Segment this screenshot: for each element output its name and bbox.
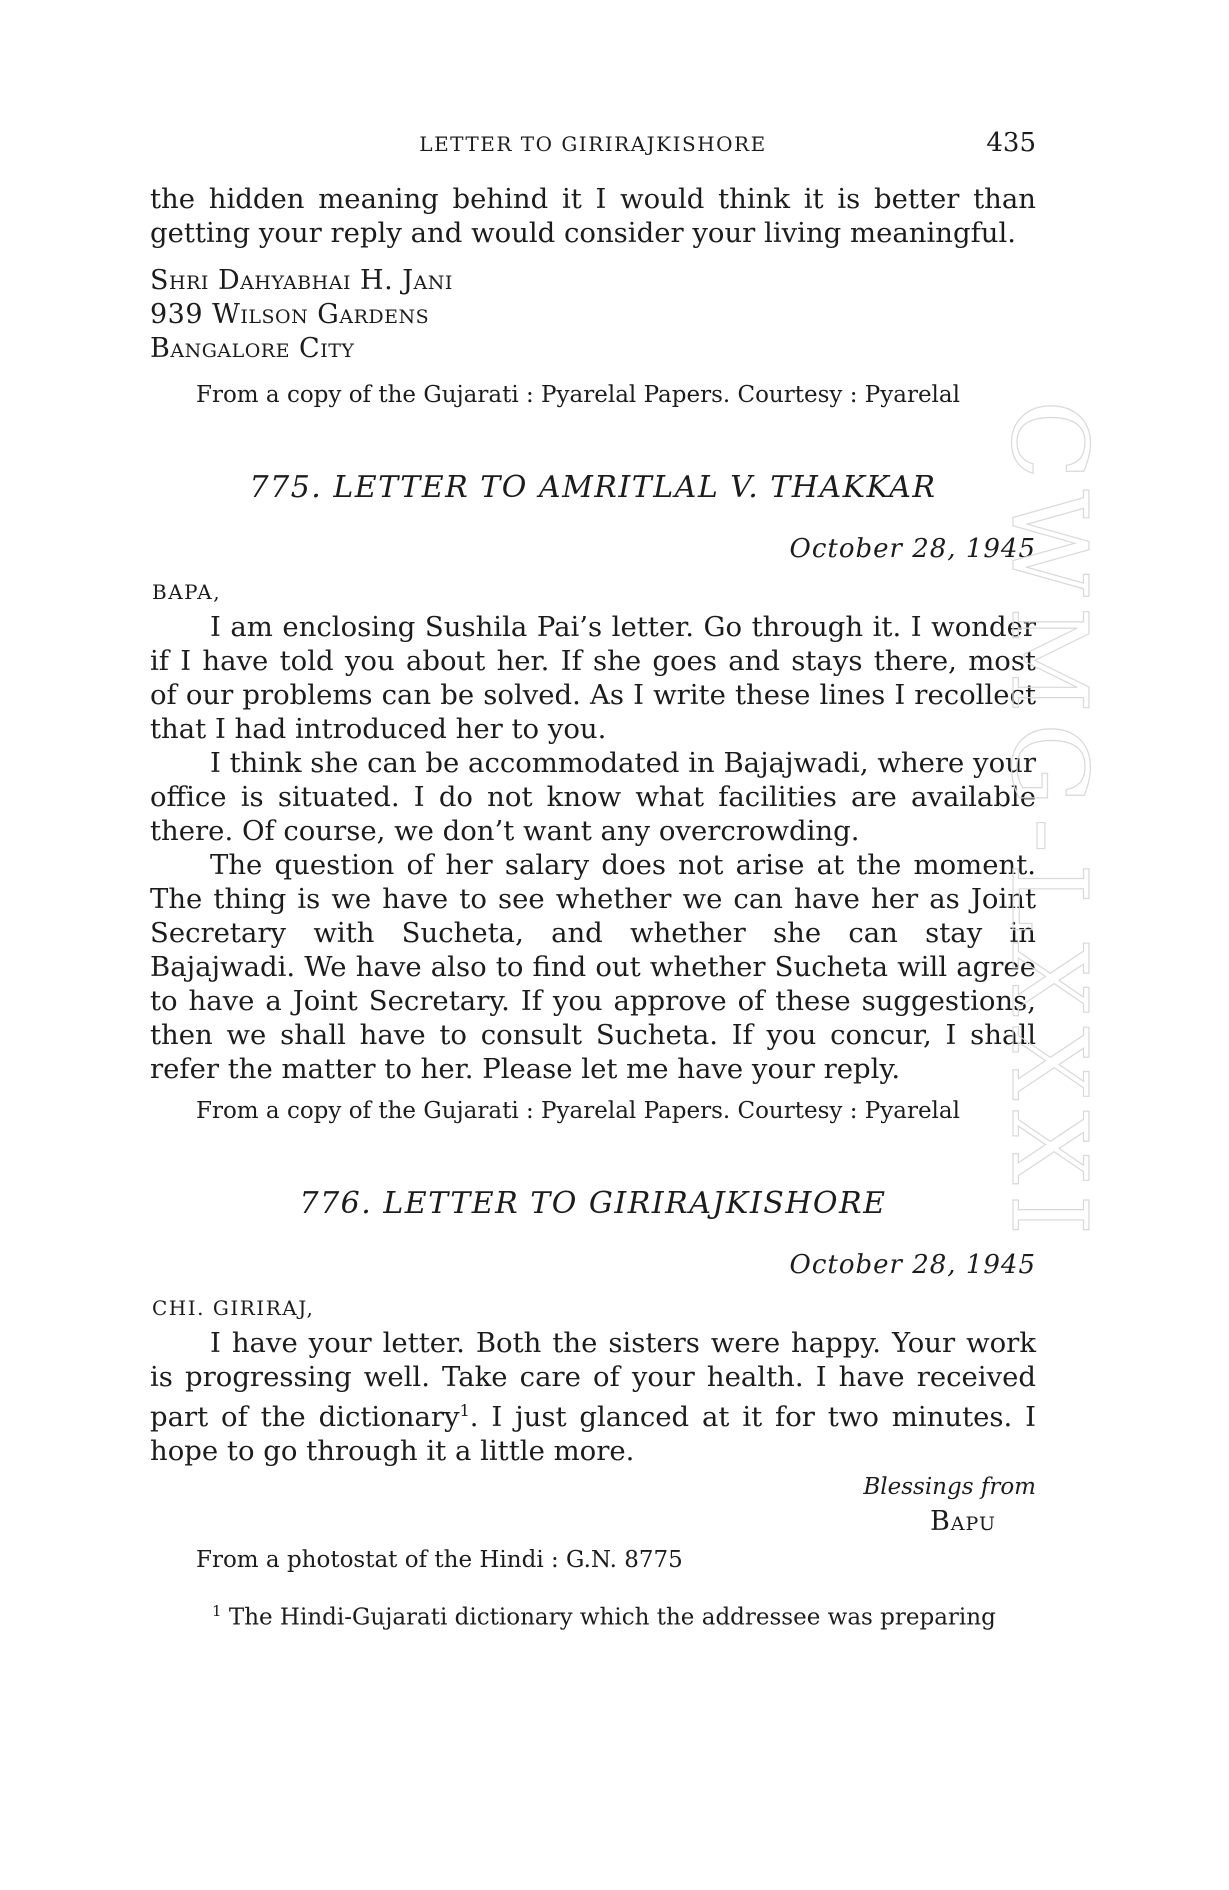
- letter-776-heading: 776. LETTER TO GIRIRAJKISHORE: [299, 1186, 887, 1221]
- page-number: 435: [986, 128, 1036, 158]
- footnote-marker: 1: [212, 1602, 222, 1620]
- running-head: LETTER TO GIRIRAJKISHORE: [419, 132, 767, 156]
- letter-775-heading: 775. LETTER TO AMRITLAL V. THAKKAR: [249, 470, 937, 505]
- letter-775-date: October 28, 1945: [789, 534, 1036, 564]
- closing-line: Blessings from: [863, 1474, 1036, 1500]
- letter-776-salutation: CHI. GIRIRAJ,: [152, 1296, 315, 1320]
- letter-776-paragraph: [150, 1326, 1036, 1468]
- watermark: [988, 400, 1120, 1500]
- letter-776-text-after-note: . I just glanced at it for two minutes. I hope to go through it a little more.: [150, 1401, 1036, 1468]
- footnote-text: The Hindi-Gujarati dictionary which the addressee was preparing: [228, 1604, 996, 1631]
- letter-776-date: October 28, 1945: [789, 1250, 1036, 1280]
- letter-775-paragraph-3: The question of her salary does not arise at the moment. The thing is we have to see whether we can have her as Joint Secretary with Sucheta, and whether she can stay in Bajajwadi. We have also to find out whether Sucheta will agree to have a Joint Secretary. If you approve of these suggestions, then we shall have to consult Sucheta. If you concur, I shall refer the matter to her. Please let me have your reply.: [150, 849, 1036, 1085]
- source-note-carryover: From a copy of the Gujarati : Pyarelal Papers. Courtesy : Pyarelal: [196, 382, 960, 408]
- letter-775-paragraph-2: I think she can be accommodated in Bajajwadi, where your office is situated. I do not know what facilities are available there. Of course, we don’t want any overcrowding.: [150, 747, 1036, 847]
- watermark-text: CWMG-LXXXI: [988, 400, 1110, 1246]
- book-page: [150, 0, 1036, 1890]
- address-line-city: Bangalore City: [150, 333, 355, 364]
- address-line-name: Shri Dahyabhai H. Jani: [150, 265, 453, 296]
- footnote: [212, 1596, 996, 1633]
- letter-775-salutation: BAPA,: [152, 580, 222, 604]
- letter-776-text-before-note: I have your letter. Both the sisters were happy. Your work is progressing well. Take care of your health. I have received part of the dictionary: [150, 1327, 1036, 1434]
- source-note-775: From a copy of the Gujarati : Pyarelal Papers. Courtesy : Pyarelal: [196, 1098, 960, 1124]
- source-note-776: From a photostat of the Hindi : G.N. 8775: [196, 1547, 683, 1573]
- carryover-paragraph: the hidden meaning behind it I would think it is better than getting your reply and would consider your living meaningful.: [150, 183, 1036, 249]
- signature: Bapu: [929, 1506, 996, 1537]
- letter-775-paragraph-1: I am enclosing Sushila Pai’s letter. Go through it. I wonder if I have told you about her. If she goes and stays there, most of our problems can be solved. As I write these lines I recollect that I had introduced her to you.: [150, 611, 1036, 745]
- footnote-reference: 1: [459, 1401, 470, 1420]
- address-line-street: 939 Wilson Gardens: [150, 299, 430, 330]
